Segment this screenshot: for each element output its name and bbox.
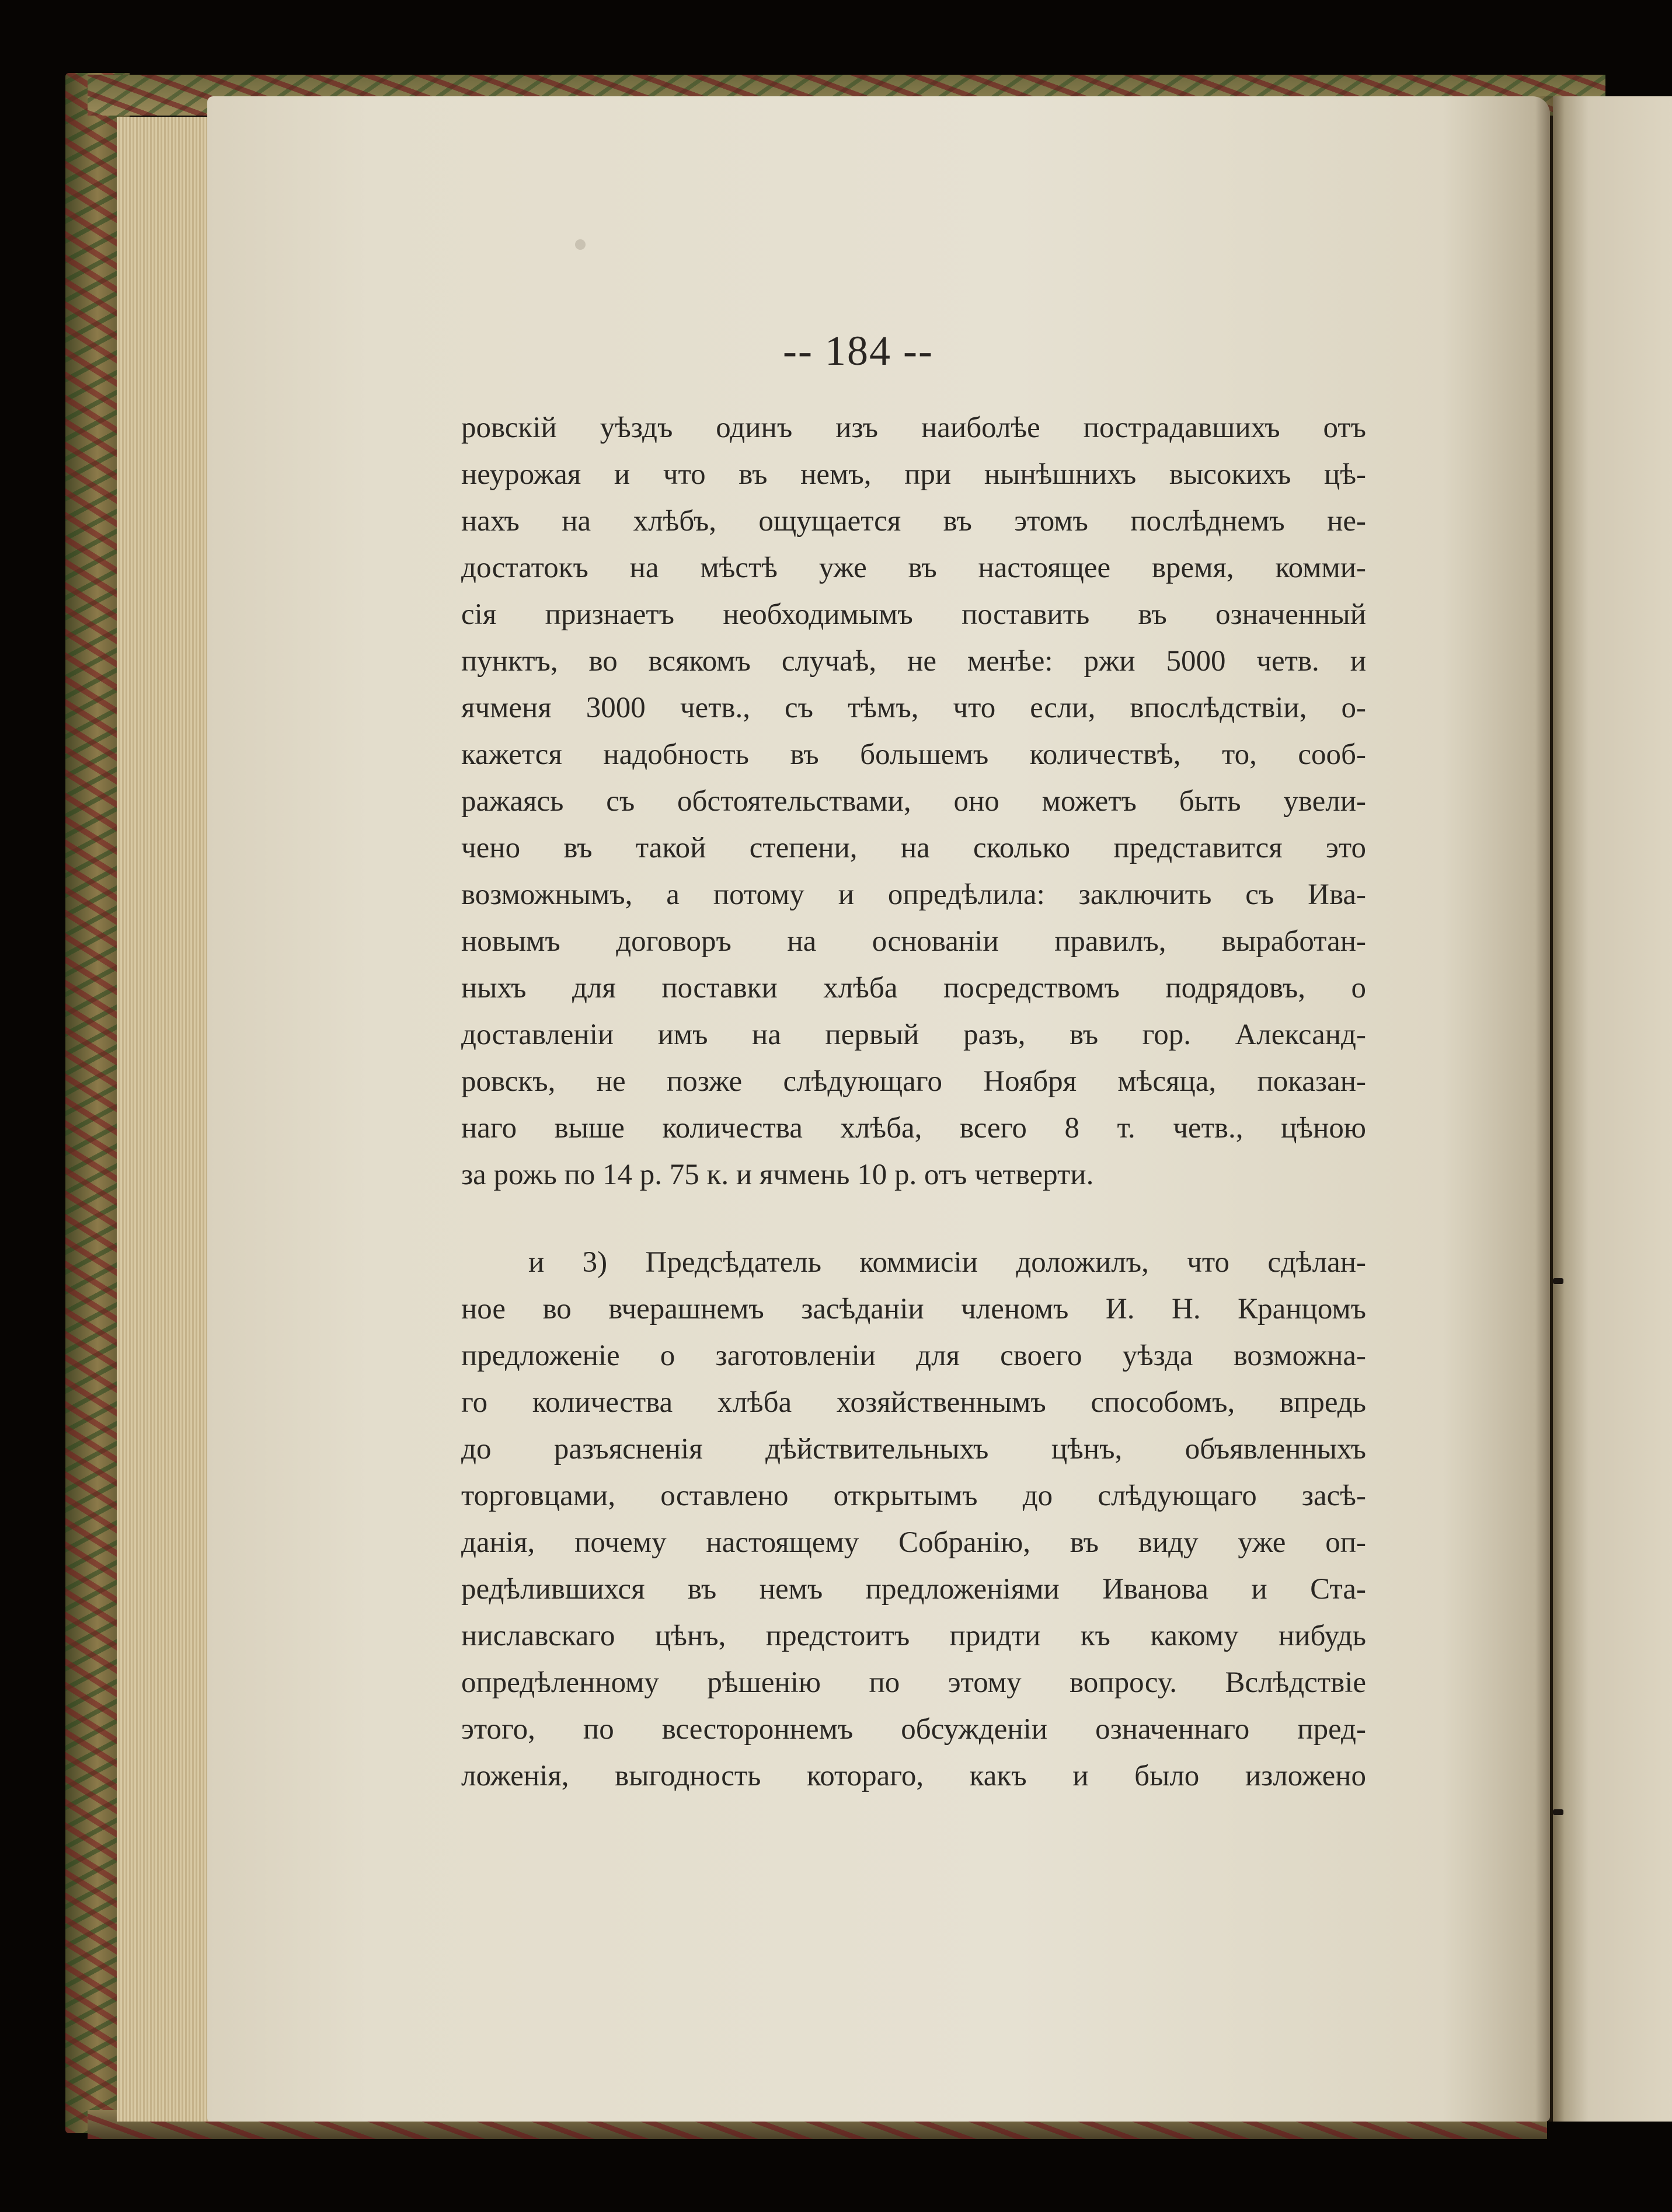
text-line: опредѣленному рѣшенію по этому вопросу. Вслѣдствіе	[461, 1666, 1366, 1699]
text-line: ровскій уѣздъ одинъ изъ наиболѣе пострадавшихъ отъ	[461, 411, 1366, 444]
paper-speck	[575, 239, 586, 250]
text-line: кажется надобность въ большемъ количествѣ, то, сооб-	[461, 738, 1366, 771]
text-line: доставленіи имъ на первый разъ, въ гор. Александ-	[461, 1018, 1366, 1051]
text-line: возможнымъ, а потому и опредѣлила: заключить съ Ива-	[461, 878, 1366, 911]
facing-page	[1553, 96, 1672, 2122]
text-line: новымъ договоръ на основаніи правилъ, выработан-	[461, 925, 1366, 958]
text-line: достатокъ на мѣстѣ уже въ настоящее время, комми-	[461, 552, 1366, 584]
text-line: этого, по всестороннемъ обсужденіи означеннаго пред-	[461, 1713, 1366, 1746]
page-gutter-shadow	[1535, 96, 1565, 2122]
text-line: данія, почему настоящему Собранію, въ виду уже оп-	[461, 1526, 1366, 1559]
text-line: чено въ такой степени, на сколько представится это	[461, 832, 1366, 864]
text-line: ячменя 3000 четв., съ тѣмъ, что если, впослѣдствіи, о-	[461, 692, 1366, 724]
text-line: пунктъ, во всякомъ случаѣ, не менѣе: ржи 5000 четв. и	[461, 645, 1366, 678]
page-edge-mark	[1553, 1278, 1563, 1284]
text-line: нахъ на хлѣбъ, ощущается въ этомъ послѣднемъ не-	[461, 505, 1366, 538]
text-line: го количества хлѣба хозяйственнымъ способомъ, впредь	[461, 1386, 1366, 1419]
text-line: за рожь по 14 р. 75 к. и ячмень 10 р. отъ четверти.	[461, 1159, 1094, 1191]
text-line: предложеніе о заготовленіи для своего уѣзда возможна-	[461, 1339, 1366, 1372]
text-line: сія признаетъ необходимымъ поставить въ означенный	[461, 598, 1366, 631]
page-block-edges	[117, 117, 216, 2122]
text-line: ровскъ, не позже слѣдующаго Ноября мѣсяца, показан-	[461, 1065, 1366, 1098]
text-line: ражаясь съ обстоятельствами, оно можетъ быть увели-	[461, 785, 1366, 818]
text-line: ное во вчерашнемъ засѣданіи членомъ И. Н. Кранцомъ	[461, 1293, 1366, 1325]
page-edge-mark	[1553, 1809, 1563, 1815]
text-line: наго выше количества хлѣба, всего 8 т. четв., цѣною	[461, 1112, 1366, 1145]
text-line: до разъясненія дѣйствительныхъ цѣнъ, объявленныхъ	[461, 1433, 1366, 1466]
text-line: торговцами, оставлено открытымъ до слѣдующаго засѣ-	[461, 1480, 1366, 1512]
text-line: ниславскаго цѣнъ, предстоитъ придти къ какому нибудь	[461, 1620, 1366, 1652]
text-line: неурожая и что въ немъ, при нынѣшнихъ высокихъ цѣ-	[461, 458, 1366, 491]
text-line: ныхъ для поставки хлѣба посредствомъ подрядовъ, о	[461, 972, 1366, 1004]
body-text	[461, 407, 1366, 1820]
page-number: -- 184 --	[783, 327, 933, 374]
text-line: редѣлившихся въ немъ предложеніями Иванова и Ста-	[461, 1573, 1366, 1606]
text-line: и 3) Предсѣдатель коммисіи доложилъ, что сдѣлан-	[528, 1246, 1366, 1279]
text-line: ложенія, выгодность котораго, какъ и было изложено	[461, 1760, 1366, 1792]
